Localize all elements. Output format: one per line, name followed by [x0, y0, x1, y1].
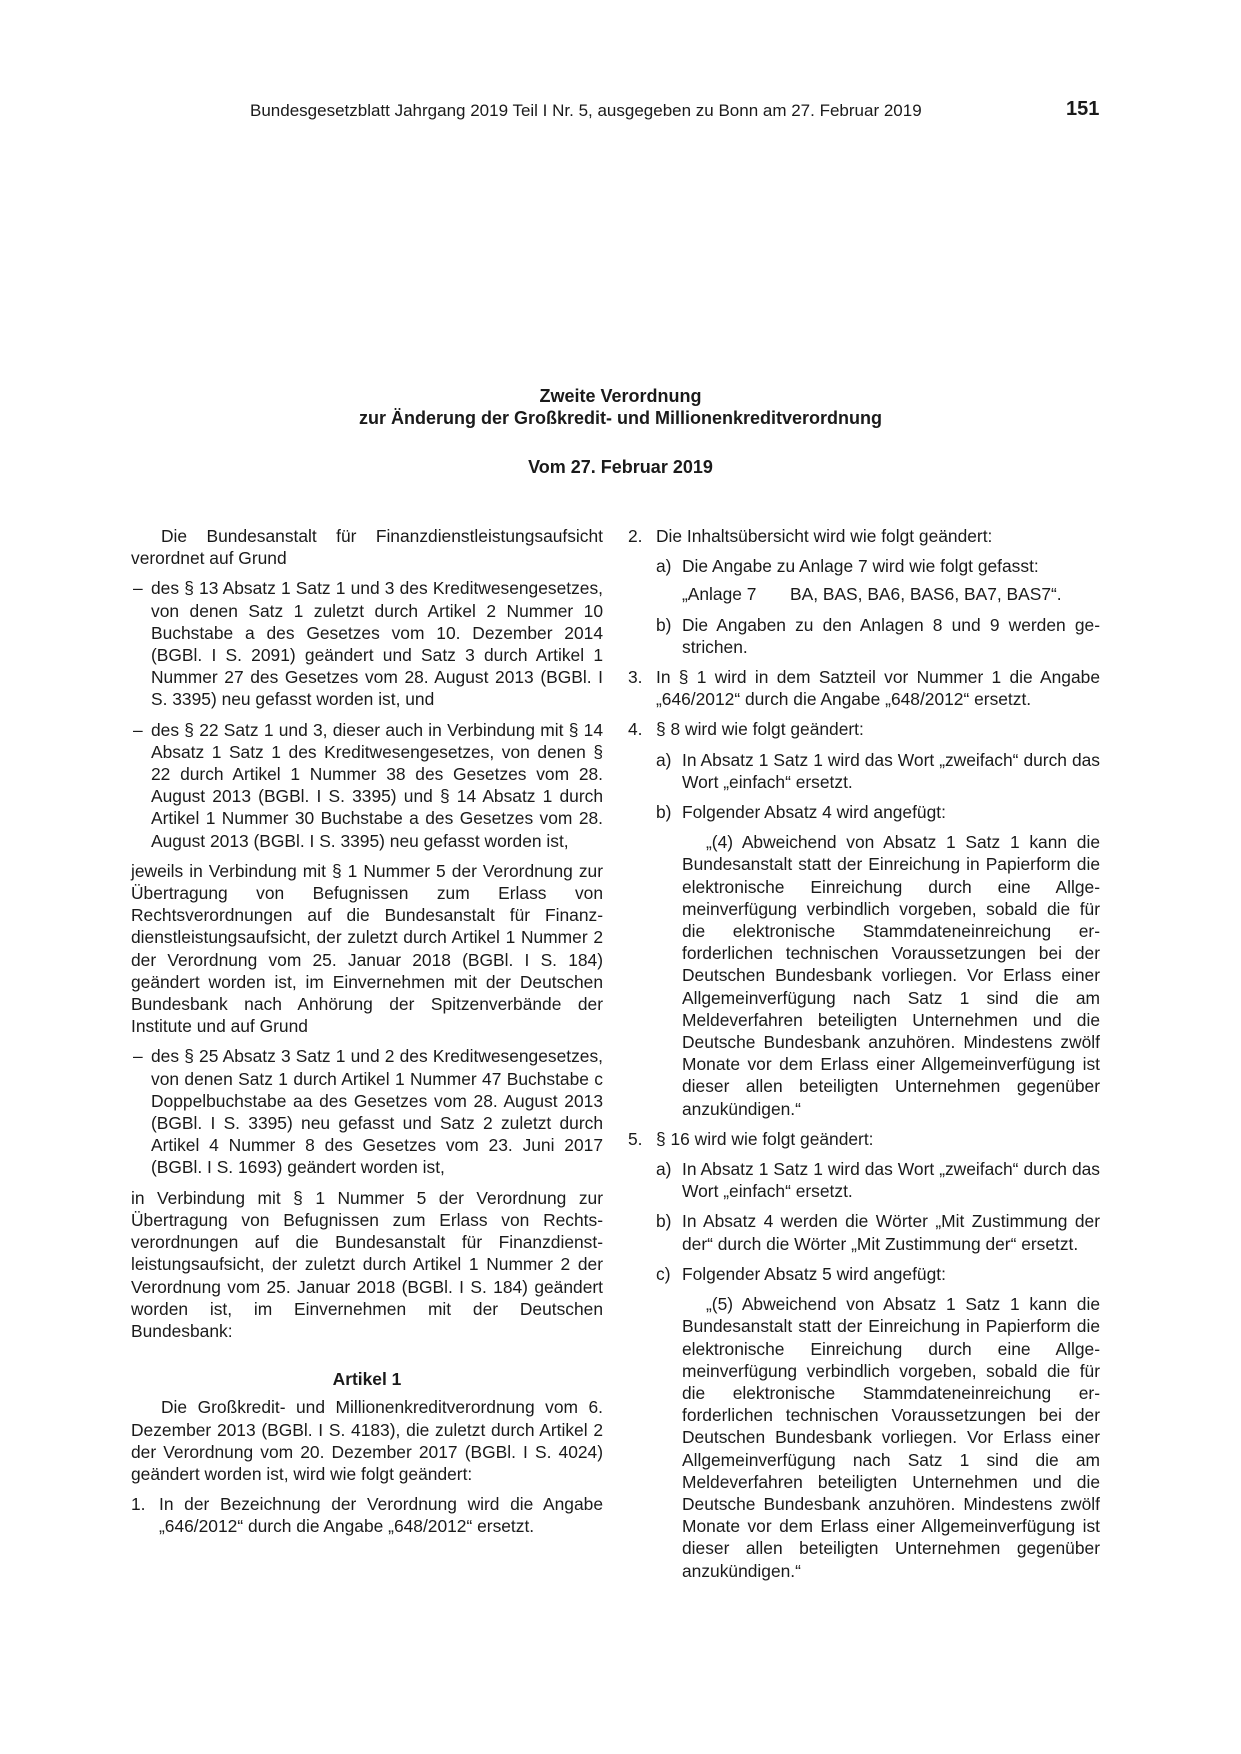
dash-item-text: des § 13 Absatz 1 Satz 1 und 3 des Kreditwesengesetzes, von denen Satz 1 zuletzt durch Artikel 2 Nummer 10 Buchstabe a des Gesetzes vom 10. Dezember 2014 (BGBl. I S. 2091) geändert und Satz 3 durch Artikel 1 Nummer 27 des Gesetzes vom 28. August 2013 (BGBl. I S. 3395) neu gefasst worden ist, und [151, 578, 603, 710]
article-1-heading: Artikel 1 [332, 1369, 402, 1390]
amendment-item-4a [628, 749, 1100, 793]
amendment-item-3 [628, 666, 1100, 710]
amendment-item-2 [628, 525, 1100, 547]
preamble-dash-item-2 [131, 719, 603, 852]
item-text: § 16 wird wie folgt geändert: [656, 1128, 874, 1149]
title-line-2: zur Änderung der Großkredit- und Millionenkreditverordnung [358, 408, 882, 428]
article-1-intro: Die Großkredit- und Millionenkreditverordnung vom 6. Dezember 2013 (BGBl. I S. 4183), die zuletzt durch Artikel 2 der Verordnung vom 20. Dezember 2017 (BGBl. I S. 4024) geändert worden ist, wird wie folgt geändert: [131, 1397, 603, 1484]
preamble-intro: Die Bundesanstalt für Finanzdienstleistungsaufsicht verordnet auf Grund [131, 526, 603, 569]
paragraph-4-quote: „(4) Abweichend von Absatz 1 Satz 1 kann die Bundesanstalt statt der Einreichung in Papierform die elektronische Einreichung durch eine Allgemeinverfügung verbindlich vorgeben, sobald die für die elektronische Stammdateneinreichung erforderlichen technischen Voraussetzungen bei der Deutschen Bundesbank vorliegen. Vor Erlass einer Allgemeinverfügung nach Satz 1 sind die am Meldeverfahren beteiligten Unternehmen und die Deutsche Bundesbank anzuhören. Mindestens zwölf Monate vor dem Erlass einer Allgemeinverfügung ist dieser allen beteiligten Unternehmen gegenüber anzukündigen.“ [682, 832, 1100, 1119]
annex-7-quote [628, 583, 1100, 605]
sub-item-text: In Absatz 1 Satz 1 wird das Wort „zweifach“ durch das Wort „einfach“ ersetzt. [682, 749, 1100, 792]
amendment-item-4 [628, 718, 1100, 740]
sub-item-letter: a) [656, 1159, 672, 1180]
item-number: 1. [131, 1494, 146, 1515]
sub-item-letter: b) [656, 614, 672, 635]
amendment-item-5b [628, 1210, 1100, 1254]
sub-item-text: In Absatz 1 Satz 1 wird das Wort „zweifach“ durch das Wort „einfach“ ersetzt. [682, 1159, 1100, 1202]
dash-item-text: des § 25 Absatz 3 Satz 1 und 2 des Kreditwesengesetzes, von denen Satz 1 durch Artikel 1 Nummer 47 Buchstabe c Doppelbuchstabe aa des Gesetzes vom 28. August 2013 (BGBl. I S. 3395) neu gefasst und Satz 2 zuletzt durch Artikel 4 Nummer 8 des Gesetzes vom 23. Juni 2017 (BGBl. I S. 1693) geändert worden ist, [151, 1046, 603, 1178]
amendment-item-2a [628, 555, 1100, 577]
dash-marker: – [133, 719, 143, 740]
item-text: In der Bezeichnung der Verordnung wird die Angabe „646/2012“ durch die Angabe „648/2012“ ersetzt. [159, 1494, 603, 1537]
item-number: 4. [628, 719, 643, 740]
preamble-middle: jeweils in Verbindung mit § 1 Nummer 5 der Verordnung zur Übertragung von Befugnissen zum Erlass von Rechtsverordnungen auf die Bundesanstalt für Finanzdienstleistungsaufsicht, der zuletzt durch Artikel 1 Nummer 2 der Verordnung vom 25. Januar 2018 (BGBl. I S. 184) geändert worden ist, im Einvernehmen mit der Deutschen Bundesbank nach Anhörung der Spitzenverbände der Institute und auf Grund [131, 860, 603, 1037]
sub-item-text: Folgender Absatz 4 wird angefügt: [682, 802, 946, 823]
item-number: 2. [628, 526, 643, 546]
sub-item-text: Die Angaben zu den Anlagen 8 und 9 werden gestrichen. [682, 614, 1100, 657]
dash-marker: – [133, 1046, 143, 1067]
sub-item-letter: b) [656, 1211, 672, 1232]
title-line-1: Zweite Verordnung [539, 386, 702, 406]
dash-item-text: des § 22 Satz 1 und 3, dieser auch in Verbindung mit § 14 Absatz 1 Satz 1 des Kreditwesengesetzes, von denen § 22 durch Artikel 1 Nummer 38 des Gesetzes vom 28. August 2013 (BGBl. I S. 3395) und § 14 Absatz 1 durch Artikel 1 Nummer 30 Buchstabe a des Gesetzes vom 28. August 2013 (BGBl. I S. 3395) neu gefasst worden ist, [151, 719, 603, 851]
annex-7-quote-text: „Anlage 7 BA, BAS, BA6, BAS6, BA7, BAS7“. [682, 584, 1062, 605]
page-number: 151 [1066, 98, 1100, 120]
preamble-dash-item-1 [131, 577, 603, 710]
item-number: 3. [628, 667, 643, 688]
sub-item-letter: b) [656, 802, 672, 823]
sub-item-text: In Absatz 4 werden die Wörter „Mit Zustimmung der der“ durch die Wörter „Mit Zustimmung der“ ersetzt. [682, 1211, 1100, 1254]
preamble-end: in Verbindung mit § 1 Nummer 5 der Verordnung zur Übertragung von Befugnissen zum Erlass von Rechtsverordnungen auf die Bundesanstalt für Finanzdienstleistungsaufsicht, der zuletzt durch Artikel 1 Nummer 2 der Verordnung vom 25. Januar 2018 (BGBl. I S. 184) geändert worden ist, im Einvernehmen mit der Deutschen Bundesbank: [131, 1187, 603, 1341]
sub-item-text: Die Angabe zu Anlage 7 wird wie folgt gefasst: [682, 556, 1039, 577]
preamble-dash-item-3 [131, 1045, 603, 1178]
sub-item-letter: c) [656, 1263, 671, 1284]
sub-item-letter: a) [656, 556, 672, 577]
amendment-item-5c [628, 1263, 1100, 1285]
sub-item-text: Folgender Absatz 5 wird angefügt: [682, 1263, 946, 1284]
dash-marker: – [133, 578, 143, 599]
right-column [628, 525, 1100, 1582]
paragraph-5-quote: „(5) Abweichend von Absatz 1 Satz 1 kann die Bundesanstalt statt der Einreichung in Papierform die elektronische Einreichung durch eine Allgemeinverfügung verbindlich vorgeben, sobald die für die elektronische Stammdateneinreichung erforderlichen technischen Voraussetzungen bei der Deutschen Bundesbank vorliegen. Vor Erlass einer Allgemeinverfügung nach Satz 1 sind die am Meldeverfahren beteiligten Unternehmen und die Deutsche Bundesbank anzuhören. Mindestens zwölf Monate vor dem Erlass einer Allgemeinverfügung ist dieser allen beteiligten Unternehmen gegenüber anzukündigen.“ [682, 1294, 1100, 1581]
running-header: Bundesgesetzblatt Jahrgang 2019 Teil I Nr. 5, ausgegeben zu Bonn am 27. Februar 2019 [250, 101, 922, 120]
amendment-item-4b [628, 801, 1100, 823]
document-title [0, 385, 1241, 429]
document-date: Vom 27. Februar 2019 [528, 457, 713, 477]
amendment-item-2b [628, 614, 1100, 658]
item-text: § 8 wird wie folgt geändert: [656, 719, 864, 740]
item-text: In § 1 wird in dem Satzteil vor Nummer 1 die Angabe „646/2012“ durch die Angabe „648/2012“ ersetzt. [656, 667, 1100, 710]
amendment-item-1 [131, 1493, 603, 1537]
left-column [131, 525, 603, 1538]
sub-item-letter: a) [656, 749, 672, 770]
amendment-item-5 [628, 1128, 1100, 1150]
item-number: 5. [628, 1128, 643, 1149]
item-text: Die Inhaltsübersicht wird wie folgt geändert: [656, 526, 993, 546]
amendment-item-5a [628, 1158, 1100, 1202]
